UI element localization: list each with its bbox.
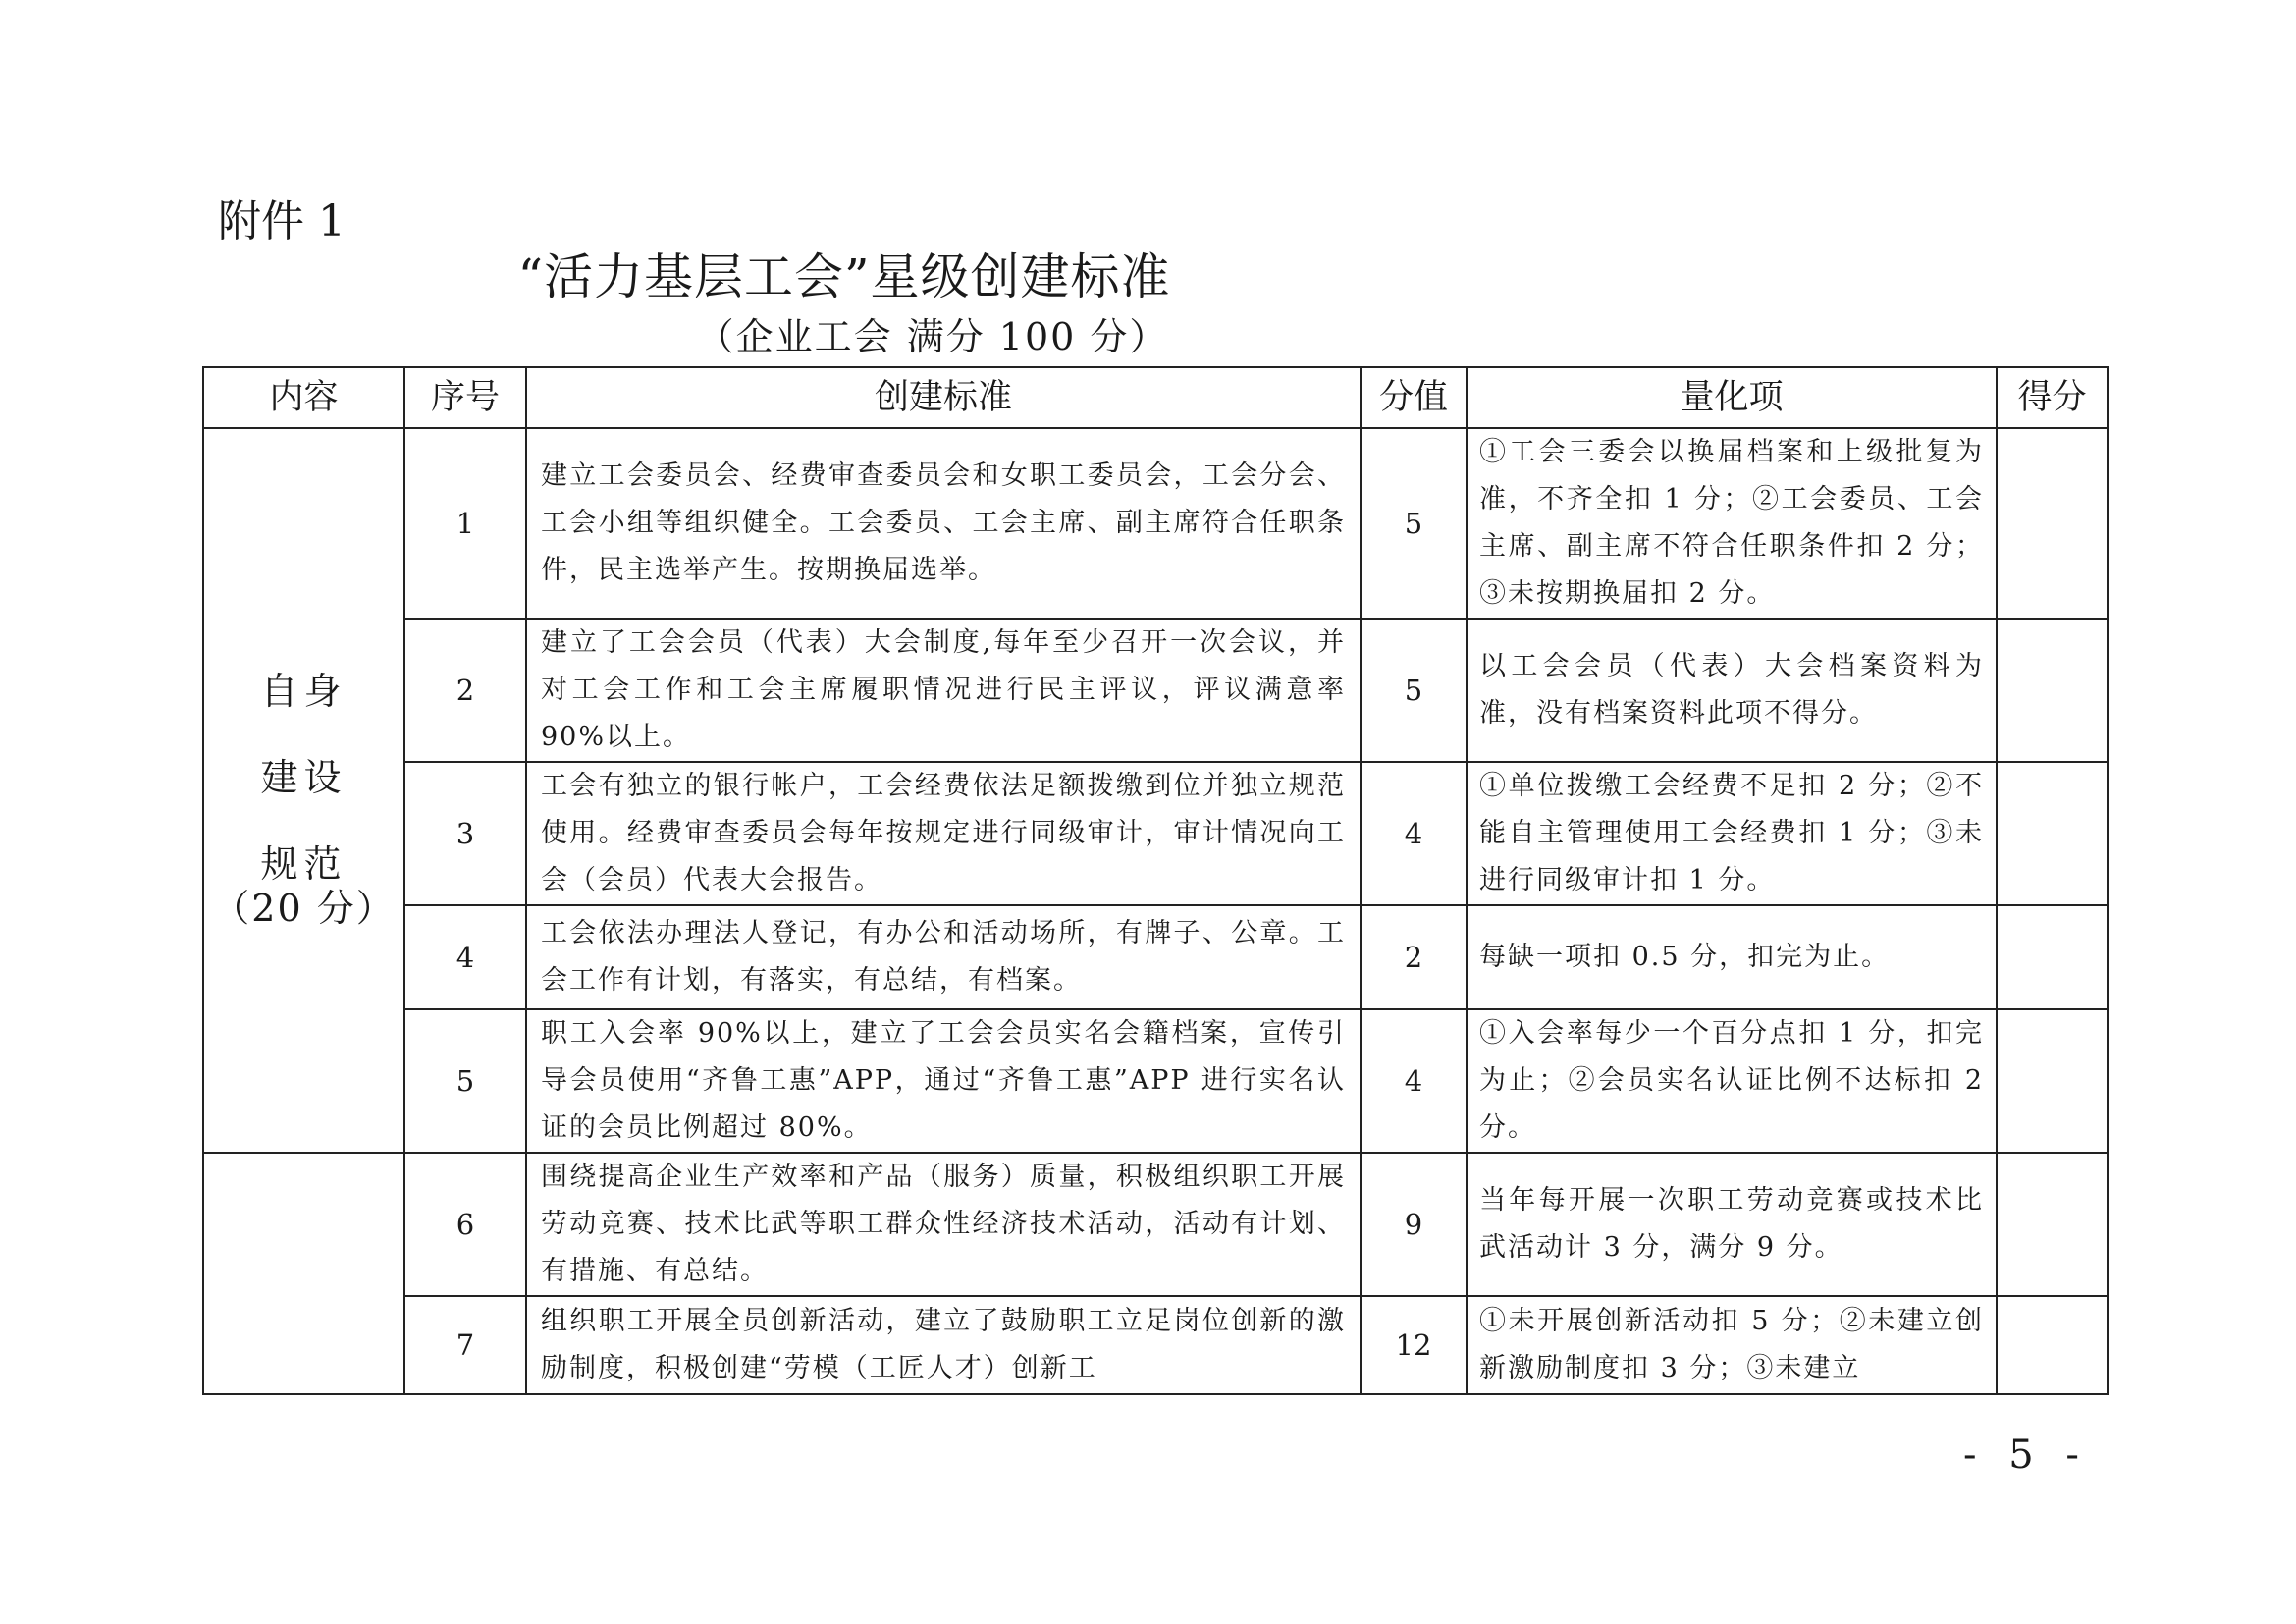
row-seq: 5	[404, 1009, 526, 1153]
header-content: 内容	[203, 367, 404, 428]
row-obtained[interactable]	[1997, 905, 2108, 1009]
row-seq: 6	[404, 1153, 526, 1296]
table-header-row	[203, 367, 2108, 428]
table-row	[203, 428, 2108, 619]
header-quantification: 量化项	[1467, 367, 1997, 428]
table-row	[203, 1296, 2108, 1394]
category-line-1: 自身	[260, 670, 347, 713]
row-quantification: 以工会会员（代表）大会档案资料为准，没有档案资料此项不得分。	[1467, 619, 1997, 762]
row-seq: 7	[404, 1296, 526, 1394]
row-standard: 建立工会委员会、经费审查委员会和女职工委员会，工会分会、工会小组等组织健全。工会委员、工会主席、副主席符合任职条件，民主选举产生。按期换届选举。	[526, 428, 1361, 619]
table-row	[203, 1153, 2108, 1296]
row-standard: 围绕提高企业生产效率和产品（服务）质量，积极组织职工开展劳动竞赛、技术比武等职工群众性经济技术活动，活动有计划、有措施、有总结。	[526, 1153, 1361, 1296]
row-quantification: ①工会三委会以换届档案和上级批复为准，不齐全扣 1 分；②工会委员、工会主席、副主席不符合任职条件扣 2 分；③未按期换届扣 2 分。	[1467, 428, 1997, 619]
row-quantification: 每缺一项扣 0.5 分，扣完为止。	[1467, 905, 1997, 1009]
header-obtained: 得分	[1997, 367, 2108, 428]
table-row	[203, 905, 2108, 1009]
row-score: 5	[1361, 619, 1467, 762]
header-score: 分值	[1361, 367, 1467, 428]
row-obtained[interactable]	[1997, 619, 2108, 762]
page-number: - 5 -	[1963, 1433, 2089, 1478]
table-row	[203, 619, 2108, 762]
category-cell	[203, 428, 404, 1153]
row-quantification: ①单位拨缴工会经费不足扣 2 分；②不能自主管理使用工会经费扣 1 分；③未进行同级审计扣 1 分。	[1467, 762, 1997, 905]
document-subtitle: （企业工会 满分 100 分）	[696, 315, 1169, 358]
row-obtained[interactable]	[1997, 762, 2108, 905]
row-score: 9	[1361, 1153, 1467, 1296]
document-title: “活力基层工会”星级创建标准	[517, 248, 1171, 305]
category-score: （20 分）	[212, 887, 396, 930]
row-obtained[interactable]	[1997, 1153, 2108, 1296]
row-quantification: 当年每开展一次职工劳动竞赛或技术比武活动计 3 分，满分 9 分。	[1467, 1153, 1997, 1296]
standards-table	[202, 366, 2109, 1395]
category-line-2: 建设	[260, 756, 347, 799]
header-standard: 创建标准	[526, 367, 1361, 428]
row-standard: 建立了工会会员（代表）大会制度,每年至少召开一次会议，并对工会工作和工会主席履职情况进行民主评议，评议满意率 90%以上。	[526, 619, 1361, 762]
row-seq: 3	[404, 762, 526, 905]
table-row	[203, 762, 2108, 905]
row-score: 4	[1361, 762, 1467, 905]
row-seq: 2	[404, 619, 526, 762]
table-row	[203, 1009, 2108, 1153]
row-score: 2	[1361, 905, 1467, 1009]
row-standard: 工会有独立的银行帐户，工会经费依法足额拨缴到位并独立规范使用。经费审查委员会每年按规定进行同级审计，审计情况向工会（会员）代表大会报告。	[526, 762, 1361, 905]
category-cell-empty	[203, 1153, 404, 1394]
header-seq: 序号	[404, 367, 526, 428]
category-line-3: 规范	[260, 842, 347, 886]
row-standard: 工会依法办理法人登记，有办公和活动场所，有牌子、公章。工会工作有计划，有落实，有总结，有档案。	[526, 905, 1361, 1009]
attachment-label: 附件 1	[218, 196, 346, 246]
row-quantification: ①未开展创新活动扣 5 分；②未建立创新激励制度扣 3 分；③未建立	[1467, 1296, 1997, 1394]
row-standard: 职工入会率 90%以上，建立了工会会员实名会籍档案，宣传引导会员使用“齐鲁工惠”APP，通过“齐鲁工惠”APP 进行实名认证的会员比例超过 80%。	[526, 1009, 1361, 1153]
row-standard: 组织职工开展全员创新活动，建立了鼓励职工立足岗位创新的激励制度，积极创建“劳模（工匠人才）创新工	[526, 1296, 1361, 1394]
row-score: 12	[1361, 1296, 1467, 1394]
row-seq: 4	[404, 905, 526, 1009]
row-obtained[interactable]	[1997, 1009, 2108, 1153]
row-quantification: ①入会率每少一个百分点扣 1 分，扣完为止；②会员实名认证比例不达标扣 2 分。	[1467, 1009, 1997, 1153]
row-obtained[interactable]	[1997, 428, 2108, 619]
row-seq: 1	[404, 428, 526, 619]
row-obtained[interactable]	[1997, 1296, 2108, 1394]
row-score: 4	[1361, 1009, 1467, 1153]
row-score: 5	[1361, 428, 1467, 619]
